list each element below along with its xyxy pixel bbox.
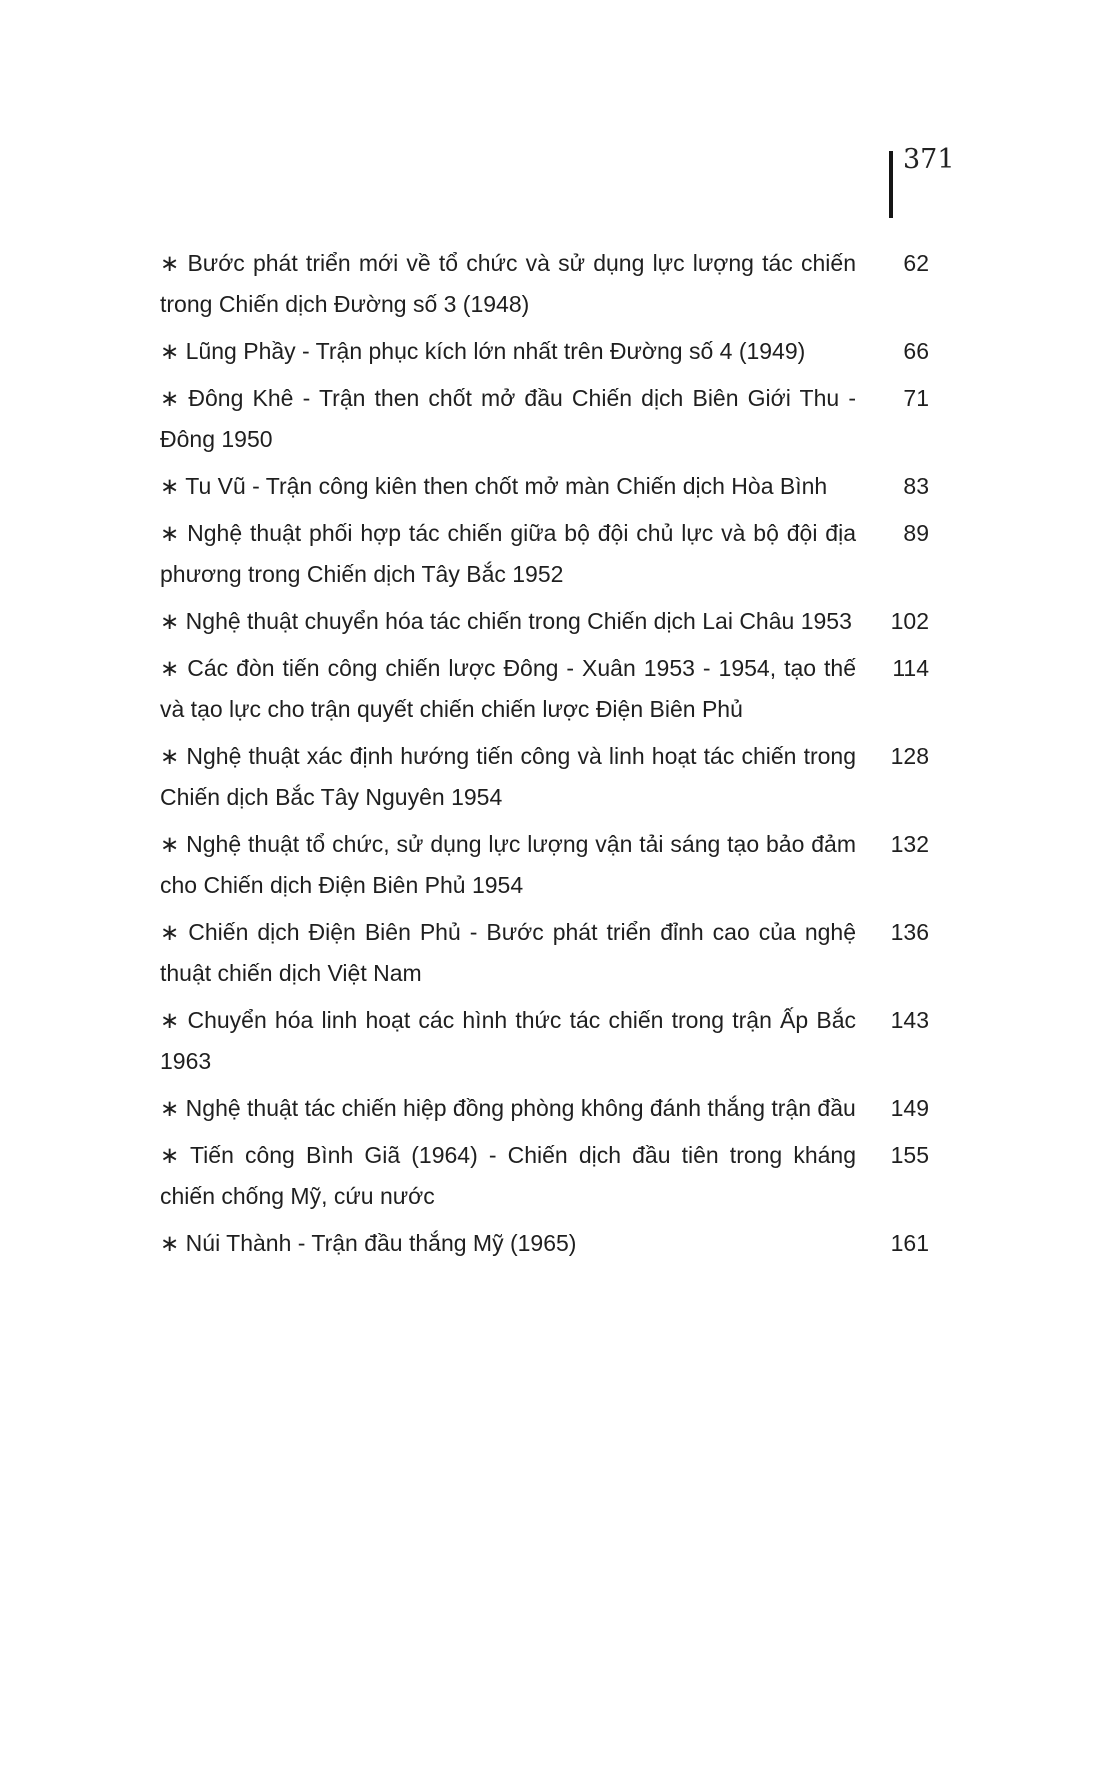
toc-entry-title [160,513,856,595]
toc-entry-page-number: 66 [903,338,929,364]
toc-list [160,243,929,1270]
toc-entry-title [160,648,856,730]
asterisk-marker: ∗ [160,1142,190,1168]
toc-entry [160,1088,929,1129]
toc-entry-title-text: Chuyển hóa linh hoạt các hình thức tác chiến trong trận Ấp Bắc 1963 [160,1007,856,1074]
toc-entry-title [160,1135,856,1217]
toc-entry-page-number: 128 [890,743,929,769]
toc-entry-page-number: 102 [890,608,929,634]
toc-entry-title-text: Nghệ thuật chuyển hóa tác chiến trong Chiến dịch Lai Châu 1953 [185,608,852,634]
toc-entry-page-number: 155 [890,1142,929,1168]
toc-entry [160,601,929,642]
asterisk-marker: ∗ [160,338,186,364]
toc-entry-title-text: Nghệ thuật phối hợp tác chiến giữa bộ đội chủ lực và bộ đội địa phương trong Chiến dịch Tây Bắc 1952 [160,520,856,587]
toc-entry-title [160,1223,856,1264]
asterisk-marker: ∗ [160,520,188,546]
toc-entry-title-text: Các đòn tiến công chiến lược Đông - Xuân 1953 - 1954, tạo thế và tạo lực cho trận quyết chiến chiến lược Điện Biên Phủ [160,655,856,722]
toc-entry [160,1000,929,1082]
toc-entry [160,736,929,818]
toc-entry-page-number: 89 [903,520,929,546]
toc-entry-page-number: 62 [903,250,929,276]
toc-entry-title [160,331,856,372]
toc-entry [160,378,929,460]
toc-entry-page-number: 136 [890,919,929,945]
toc-entry [160,1135,929,1217]
toc-entry-title [160,912,856,994]
toc-entry-title-text: Nghệ thuật xác định hướng tiến công và linh hoạt tác chiến trong Chiến dịch Bắc Tây Nguyên 1954 [160,743,856,810]
page-number: 371 [903,144,955,175]
toc-entry [160,466,929,507]
toc-entry-title-text: Nghệ thuật tổ chức, sử dụng lực lượng vận tải sáng tạo bảo đảm cho Chiến dịch Điện Biên Phủ 1954 [160,831,856,898]
toc-entry-page-number: 132 [890,831,929,857]
toc-entry-page-number: 143 [890,1007,929,1033]
toc-entry [160,1223,929,1264]
toc-entry-page-number: 114 [892,655,929,681]
asterisk-marker: ∗ [160,1007,188,1033]
toc-entry-title [160,378,856,460]
toc-entry [160,648,929,730]
toc-entry [160,513,929,595]
toc-entry-page-number: 161 [890,1230,929,1256]
toc-entry-page-number: 71 [903,385,929,411]
toc-entry-title-text: Tiến công Bình Giã (1964) - Chiến dịch đầu tiên trong kháng chiến chống Mỹ, cứu nước [160,1142,856,1209]
toc-entry-title [160,243,856,325]
toc-entry-title-text: Lũng Phầy - Trận phục kích lớn nhất trên Đường số 4 (1949) [185,338,806,364]
toc-entry-title [160,1000,856,1082]
asterisk-marker: ∗ [160,831,187,857]
asterisk-marker: ∗ [160,1095,186,1121]
toc-entry-title-text: Tu Vũ - Trận công kiên then chốt mở màn Chiến dịch Hòa Bình [185,473,828,499]
toc-entry-page-number: 83 [903,473,929,499]
toc-entry-title [160,466,856,507]
toc-entry [160,331,929,372]
asterisk-marker: ∗ [160,655,188,681]
header-rule [889,151,893,218]
asterisk-marker: ∗ [160,608,186,634]
toc-entry-title [160,601,856,642]
asterisk-marker: ∗ [160,250,188,276]
toc-entry [160,912,929,994]
toc-entry [160,243,929,325]
toc-entry-title [160,824,856,906]
asterisk-marker: ∗ [160,919,189,945]
toc-entry-title-text: Bước phát triển mới về tổ chức và sử dụng lực lượng tác chiến trong Chiến dịch Đường số 3 (1948) [160,250,856,317]
toc-entry-page-number: 149 [890,1095,929,1121]
asterisk-marker: ∗ [160,743,187,769]
toc-entry-title [160,736,856,818]
toc-entry-title-text: Đông Khê - Trận then chốt mở đầu Chiến dịch Biên Giới Thu - Đông 1950 [160,385,856,452]
toc-entry [160,824,929,906]
asterisk-marker: ∗ [160,385,189,411]
toc-entry-title-text: Nghệ thuật tác chiến hiệp đồng phòng không đánh thắng trận đầu [185,1095,856,1121]
asterisk-marker: ∗ [160,1230,186,1256]
toc-entry-title [160,1088,856,1129]
toc-entry-title-text: Núi Thành - Trận đầu thắng Mỹ (1965) [185,1230,577,1256]
toc-entry-title-text: Chiến dịch Điện Biên Phủ - Bước phát triển đỉnh cao của nghệ thuật chiến dịch Việt Nam [160,919,856,986]
asterisk-marker: ∗ [160,473,186,499]
